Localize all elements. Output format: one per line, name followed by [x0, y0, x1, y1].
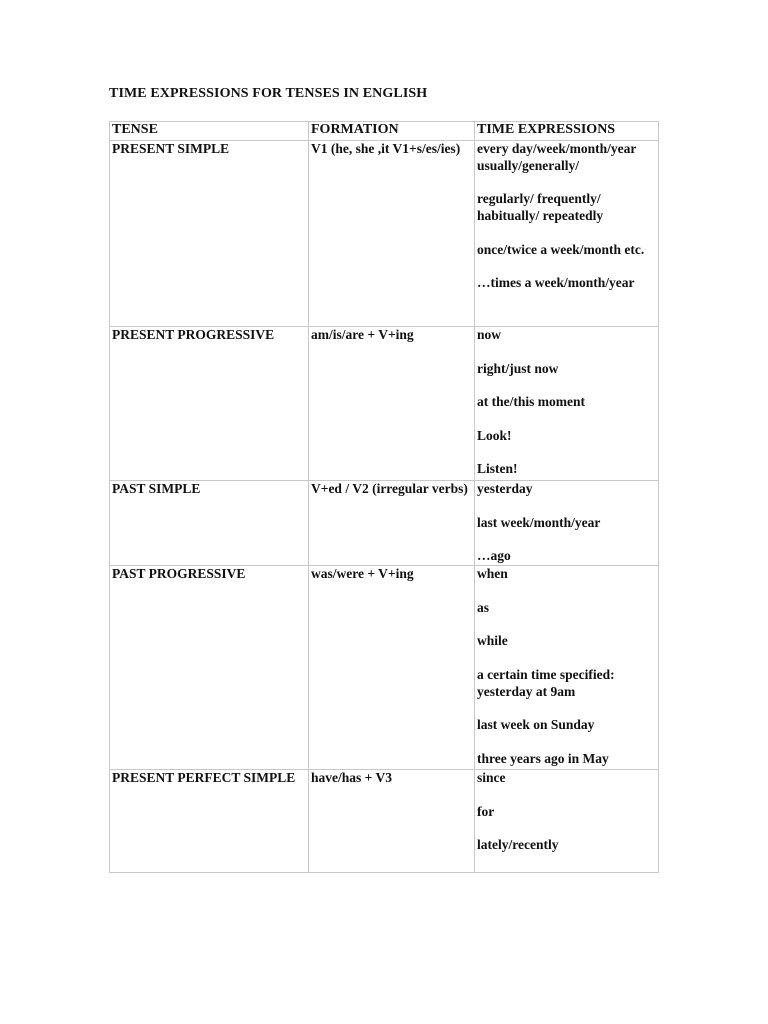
header-tense: TENSE — [110, 122, 309, 141]
time-expression: for — [477, 803, 495, 819]
tense-table — [109, 121, 659, 873]
formation-cell: V1 (he, she ,it V1+s/es/ies) — [309, 141, 475, 327]
time-expression: three years ago in May — [477, 750, 609, 766]
time-expression: lately/recently — [477, 837, 559, 853]
table-row — [110, 770, 659, 873]
formation-cell: V+ed / V2 (irregular verbs) — [309, 481, 475, 566]
time-expression: while — [477, 633, 508, 649]
table-row — [110, 141, 659, 327]
time-expression: once/twice a week/month etc. — [477, 241, 645, 257]
tense-cell: PRESENT PROGRESSIVE — [110, 327, 309, 481]
table-row — [110, 481, 659, 566]
time-expression: last week on Sunday — [477, 717, 595, 733]
expressions-cell — [475, 327, 659, 481]
document-title: TIME EXPRESSIONS FOR TENSES IN ENGLISH — [109, 86, 428, 101]
header-time-expressions: TIME EXPRESSIONS — [475, 122, 659, 141]
formation-cell: have/has + V3 — [309, 770, 475, 873]
time-expression: …times a week/month/year — [477, 275, 635, 291]
table-header-row — [110, 122, 659, 141]
expressions-cell — [475, 141, 659, 327]
formation-cell: was/were + V+ing — [309, 566, 475, 770]
expressions-cell — [475, 770, 659, 873]
table-row — [110, 327, 659, 481]
time-expression: at the/this moment — [477, 394, 585, 410]
time-expression: Look! — [477, 427, 512, 443]
time-expression: as — [477, 599, 490, 615]
time-expression: last week/month/year — [477, 514, 601, 530]
header-formation: FORMATION — [309, 122, 475, 141]
time-expression: regularly/ frequently/ habitually/ repeatedly — [477, 191, 604, 224]
expressions-cell — [475, 481, 659, 566]
time-expression: since — [477, 770, 506, 785]
time-expression: when — [477, 566, 508, 581]
tense-cell: PAST SIMPLE — [110, 481, 309, 566]
tense-cell: PRESENT PERFECT SIMPLE — [110, 770, 309, 873]
time-expression: every day/week/month/year usually/generally/ — [477, 141, 637, 173]
time-expression: now — [477, 327, 502, 342]
formation-cell: am/is/are + V+ing — [309, 327, 475, 481]
time-expression: Listen! — [477, 461, 518, 477]
table-row — [110, 566, 659, 770]
tense-cell: PAST PROGRESSIVE — [110, 566, 309, 770]
time-expression: yesterday — [477, 481, 533, 496]
time-expression: …ago — [477, 548, 511, 564]
tense-cell: PRESENT SIMPLE — [110, 141, 309, 327]
time-expression: a certain time specified: yesterday at 9am — [477, 666, 615, 699]
expressions-cell — [475, 566, 659, 770]
time-expression: right/just now — [477, 360, 559, 376]
